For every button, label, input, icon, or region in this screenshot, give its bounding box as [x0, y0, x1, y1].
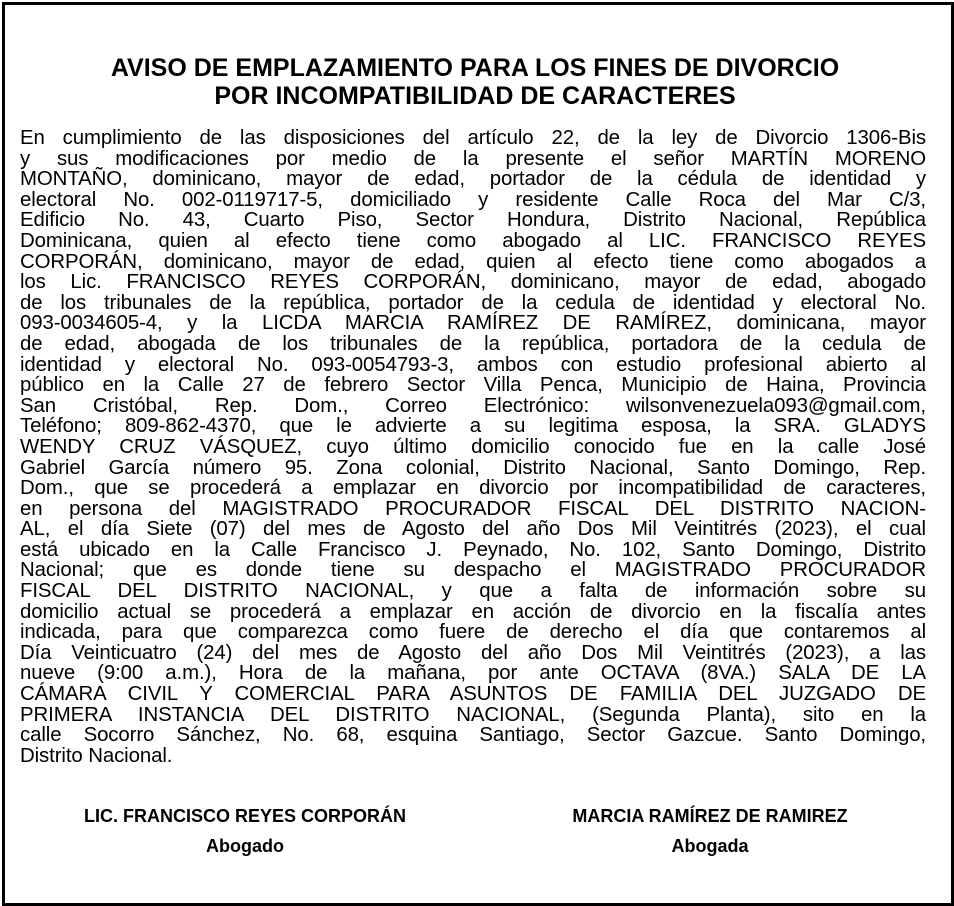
body-line: Dom., que se procederá a emplazar en divorcio por incompatibilidad de caracteres, [20, 477, 926, 500]
body-line: domicilio actual se procederá a emplazar en acción de divorcio en la fiscalía antes [20, 600, 926, 623]
body-line: Distrito Nacional. [20, 744, 173, 767]
body-line: los Lic. FRANCISCO REYES CORPORÁN, dominicano, mayor de edad, abogado [20, 271, 926, 294]
body-line: MONTAÑO, dominicano, mayor de edad, portador de la cédula de identidad y [20, 168, 926, 191]
body-line: electoral No. 002-0119717-5, domiciliado y residente Calle Roca del Mar C/3, [20, 188, 926, 211]
signature-role: Abogado [206, 836, 284, 856]
body-line: CORPORÁN, dominicano, mayor de edad, quien al efecto tiene como abogados a [20, 250, 926, 273]
title-line-1: AVISO DE EMPLAZAMIENTO PARA LOS FINES DE DIVORCIO [110, 54, 840, 82]
body-line: indicada, para que comparezca como fuere de derecho el día que contaremos al [20, 621, 926, 644]
body-line: de los tribunales de la república, portador de la cedula de identidad y electoral No. [20, 291, 926, 314]
body-line: de edad, abogada de los tribunales de la república, portadora de la cedula de [20, 332, 926, 355]
body-line: CÁMARA CIVIL Y COMERCIAL PARA ASUNTOS DE FAMILIA DEL JUZGADO DE [20, 683, 926, 706]
notice-body [20, 128, 926, 766]
body-line: nueve (9:00 a.m.), Hora de la mañana, por ante OCTAVA (8VA.) SALA DE LA [20, 662, 926, 685]
signature-role: Abogada [671, 836, 749, 856]
body-line: Nacional; que es donde tiene su despacho el MAGISTRADO PROCURADOR [20, 559, 926, 582]
body-line: PRIMERA INSTANCIA DEL DISTRITO NACIONAL, (Segunda Planta), sito en la [20, 703, 926, 726]
body-line: Dominicana, quien al efecto tiene como abogado al LIC. FRANCISCO REYES [20, 229, 926, 252]
title-line-2: POR INCOMPATIBILIDAD DE CARACTERES [214, 82, 736, 110]
body-line: FISCAL DEL DISTRITO NACIONAL, y que a falta de información sobre su [20, 580, 926, 603]
signature-left [40, 806, 450, 856]
body-line: y sus modificaciones por medio de la presente el señor MARTÍN MORENO [20, 147, 926, 170]
body-line: Teléfono; 809-862-4370, que le advierte a su legitima esposa, la SRA. GLADYS [20, 415, 926, 438]
body-line: público en la Calle 27 de febrero Sector Villa Penca, Municipio de Haina, Provincia [20, 374, 926, 397]
body-line: San Cristóbal, Rep. Dom., Correo Electrónico: wilsonvenezuela093@gmail.com, [20, 394, 926, 417]
body-line: AL, el día Siete (07) del mes de Agosto del año Dos Mil Veintitrés (2023), el cual [20, 518, 926, 541]
body-line: identidad y electoral No. 093-0054793-3, ambos con estudio profesional abierto al [20, 353, 926, 376]
body-line: En cumplimiento de las disposiciones del artículo 22, de la ley de Divorcio 1306-Bis [20, 127, 926, 149]
signature-name: LIC. FRANCISCO REYES CORPORÁN [83, 806, 407, 826]
signature-name: MARCIA RAMÍREZ DE RAMIREZ [572, 806, 848, 826]
notice-title [0, 54, 950, 110]
body-line: 093-0034605-4, y la LICDA MARCIA RAMÍREZ DE RAMÍREZ, dominicana, mayor [20, 312, 926, 335]
body-line: Edificio No. 43, Cuarto Piso, Sector Hondura, Distrito Nacional, República [20, 209, 926, 232]
body-line: Día Veinticuatro (24) del mes de Agosto del año Dos Mil Veintitrés (2023), a las [20, 641, 926, 664]
body-line: en persona del MAGISTRADO PROCURADOR FISCAL DEL DISTRITO NACION- [20, 497, 926, 520]
body-line: calle Socorro Sánchez, No. 68, esquina Santiago, Sector Gazcue. Santo Domingo, [20, 724, 926, 747]
signature-right [520, 806, 900, 856]
body-line: está ubicado en la Calle Francisco J. Peynado, No. 102, Santo Domingo, Distrito [20, 538, 926, 561]
body-line: Gabriel García número 95. Zona colonial, Distrito Nacional, Santo Domingo, Rep. [20, 456, 926, 479]
body-line: WENDY CRUZ VÁSQUEZ, cuyo último domicilio conocido fue en la calle José [20, 435, 926, 458]
